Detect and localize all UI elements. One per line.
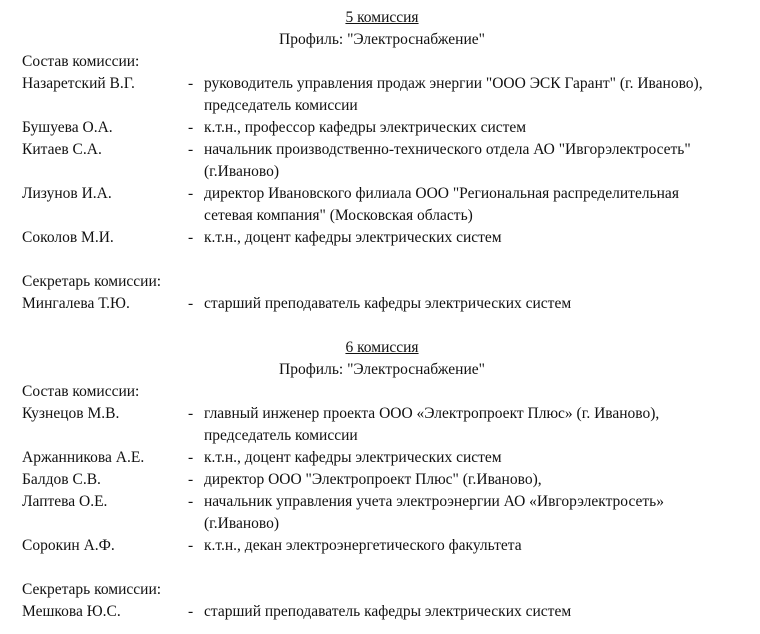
member-role-line: руководитель управления продаж энергии "ООО ЭСК Гарант" (г. Иваново), xyxy=(204,75,703,92)
member-role-line: директор Ивановского филиала ООО "Региональная распределительная xyxy=(204,185,679,202)
dash-separator: - xyxy=(188,405,194,422)
member-role-line: к.т.н., доцент кафедры электрических систем xyxy=(204,449,502,466)
member-role-line: (г.Иваново) xyxy=(204,515,280,532)
member-role xyxy=(204,183,742,227)
member-name: Сорокин А.Ф. xyxy=(22,537,115,554)
spacer xyxy=(22,557,742,579)
member-role xyxy=(204,73,742,117)
spacer xyxy=(22,249,742,271)
members-label: Состав комиссии: xyxy=(22,53,140,70)
member-role xyxy=(204,139,742,183)
member-name: Соколов М.И. xyxy=(22,229,114,246)
member-name: Лизунов И.А. xyxy=(22,185,112,202)
member-row xyxy=(22,139,742,183)
member-name: Лаптева О.Е. xyxy=(22,493,108,510)
secretary-role: старший преподаватель кафедры электрических систем xyxy=(204,295,572,312)
commission-5 xyxy=(22,7,742,315)
secretary-name: Мингалева Т.Ю. xyxy=(22,295,130,312)
dash-separator: - xyxy=(188,229,194,246)
member-row xyxy=(22,403,742,447)
member-row xyxy=(22,73,742,117)
members-label: Состав комиссии: xyxy=(22,383,140,400)
dash-separator: - xyxy=(188,119,194,136)
dash-separator: - xyxy=(188,471,194,488)
member-role-line: начальник производственно-технического отдела АО "Ивгорэлектросеть" xyxy=(204,141,691,158)
member-role-line: председатель комиссии xyxy=(204,97,358,114)
member-role-line: к.т.н., профессор кафедры электрических систем xyxy=(204,119,527,136)
member-row xyxy=(22,491,742,535)
member-role xyxy=(204,227,742,249)
member-role-line: председатель комиссии xyxy=(204,427,358,444)
member-role xyxy=(204,469,742,491)
member-name: Назаретский В.Г. xyxy=(22,75,135,92)
member-role-line: директор ООО "Электропроект Плюс" (г.Иваново), xyxy=(204,471,542,488)
commission-heading xyxy=(22,337,742,359)
member-row xyxy=(22,535,742,557)
dash-separator: - xyxy=(188,75,194,92)
member-role-line: (г.Иваново) xyxy=(204,163,280,180)
member-role-line: главный инженер проекта ООО «Электропроект Плюс» (г. Иваново), xyxy=(204,405,660,422)
member-name: Китаев С.А. xyxy=(22,141,102,158)
member-row xyxy=(22,183,742,227)
dash-separator: - xyxy=(188,449,194,466)
member-role xyxy=(204,535,742,557)
dash-separator: - xyxy=(188,185,194,202)
secretary-label: Секретарь комиссии: xyxy=(22,581,162,598)
member-role-line: к.т.н., доцент кафедры электрических систем xyxy=(204,229,502,246)
member-role xyxy=(204,447,742,469)
commission-profile: Профиль: "Электроснабжение" xyxy=(279,31,485,48)
commission-number: 5 комиссия xyxy=(345,9,419,26)
member-name: Аржанникова А.Е. xyxy=(22,449,145,466)
commission-number: 6 комиссия xyxy=(345,339,419,356)
commission-6 xyxy=(22,337,742,623)
dash-separator: - xyxy=(188,493,194,510)
secretary-name: Мешкова Ю.С. xyxy=(22,603,121,620)
member-name: Кузнецов М.В. xyxy=(22,405,120,422)
secretary-row xyxy=(22,601,742,623)
member-name: Балдов С.В. xyxy=(22,471,101,488)
dash-separator: - xyxy=(188,537,194,554)
dash-separator: - xyxy=(188,603,194,620)
commission-profile: Профиль: "Электроснабжение" xyxy=(279,361,485,378)
member-role-line: сетевая компания" (Московская область) xyxy=(204,207,473,224)
member-role-line: начальник управления учета электроэнергии АО «Ивгорэлектросеть» xyxy=(204,493,664,510)
member-role xyxy=(204,403,742,447)
secretary-row xyxy=(22,293,742,315)
secretary-label: Секретарь комиссии: xyxy=(22,273,162,290)
member-role xyxy=(204,491,742,535)
member-role xyxy=(204,117,742,139)
commission-heading xyxy=(22,7,742,29)
member-row xyxy=(22,117,742,139)
dash-separator: - xyxy=(188,141,194,158)
member-role-line: к.т.н., декан электроэнергетического факультета xyxy=(204,537,522,554)
secretary-role: старший преподаватель кафедры электрических систем xyxy=(204,603,572,620)
member-row xyxy=(22,447,742,469)
dash-separator: - xyxy=(188,295,194,312)
member-row xyxy=(22,469,742,491)
member-row xyxy=(22,227,742,249)
member-name: Бушуева О.А. xyxy=(22,119,113,136)
